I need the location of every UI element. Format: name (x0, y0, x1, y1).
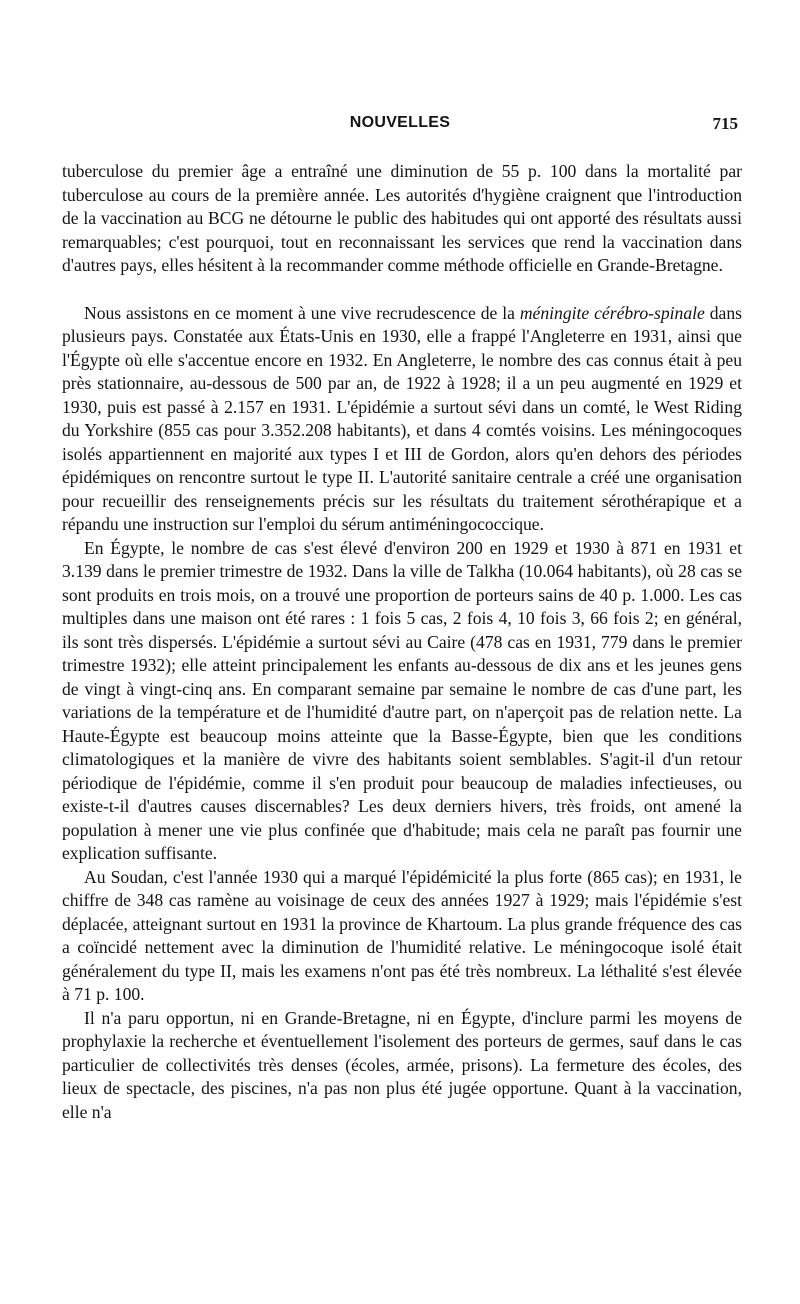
article-body (62, 160, 742, 1124)
disease-name-emphasis: méningite cérébro-spinale (519, 302, 705, 323)
running-head (62, 114, 738, 140)
paragraph-egypt: En Égypte, le nombre de cas s'est élevé d'environ 200 en 1929 et 1930 à 871 en 1931 et 3.139 dans le premier trimestre de 1932. Dans la ville de Talkha (10.064 habitants), où 28 cas se sont produits en trois mois, on a trouvé une proportion de porteurs sains de 40 p. 1.000. Les cas multiples dans une maison ont été rares : 1 fois 5 cas, 2 fois 4, 10 fois 3, 66 fois 2; en général, ils sont très dispersés. L'épidémie a surtout sévi au Caire (478 cas en 1931, 779 dans le premier trimestre 1932); elle atteint principalement les enfants au-dessous de dix ans et les jeunes gens de vingt à vingt-cinq ans. En comparant semaine par semaine le nombre de cas d'une part, les variations de la température et de l'humidité d'autre part, on n'aperçoit pas de relation nette. La Haute-Égypte est beaucoup moins atteinte que la Basse-Égypte, bien que les conditions climatologiques et la manière de vivre des habitants soient semblables. S'agit-il d'un retour périodique de l'épidémie, comme il s'en produit pour beaucoup de maladies infectieuses, ou existe-t-il d'autres causes discernables? Les deux derniers hivers, très froids, ont amené la population à mener une vie plus confinée que d'habitude; mais cela ne paraît pas fournir une explication suffisante. (62, 537, 742, 863)
paragraph-meningitis-intro (62, 302, 742, 537)
paragraph-prophylaxis: Il n'a paru opportun, ni en Grande-Bretagne, ni en Égypte, d'inclure parmi les moyens de prophylaxie la recherche et éventuellement l'isolement des porteurs de germes, sauf dans le cas particulier de collectivités très denses (écoles, armée, prisons). La fermeture des écoles, des lieux de spectacle, des piscines, n'a pas non plus été jugée opportune. Quant à la vaccination, elle n'a (62, 1007, 742, 1122)
page-number: 715 (712, 114, 738, 133)
paragraph-sudan: Au Soudan, c'est l'année 1930 qui a marqué l'épidémicité la plus forte (865 cas); en 1931, le chiffre de 348 cas ramène au voisinage de ceux des années 1927 à 1929; mais l'épidémie s'est déplacée, atteignant surtout en 1931 la province de Khartoum. La plus grande fréquence des cas a coïncidé nettement avec la diminution de l'humidité relative. Le méningocoque isolé était généralement du type II, mais les examens n'ont pas été très nombreux. La léthalité s'est élevée à 71 p. 100. (62, 866, 742, 1004)
paragraph-meningitis-intro-start: Nous assistons en ce moment à une vive recrudescence de la (84, 302, 520, 323)
running-title: NOUVELLES (349, 114, 451, 131)
paragraph-meningitis-intro-rest: dans plusieurs pays. Constatée aux États-Unis en 1930, elle a frappé l'Angleterre en 1931, ainsi que l'Égypte où elle s'accentue encore en 1932. En Angleterre, le nombre des cas connus était à peu près stationnaire, au-dessous de 500 par an, de 1922 à 1928; il a un peu augmenté en 1929 et 1930, puis est passé à 2.157 en 1931. L'épidémie a surtout sévi dans un comté, le West Riding du Yorkshire (855 cas pour 3.352.208 habitants), et dans 4 comtés voisins. Les méningocoques isolés appartiennent en majorité aux types I et III de Gordon, alors qu'en dehors des périodes épidémiques on rencontre surtout le type II. L'autorité sanitaire centrale a créé une organisation pour recueillir des renseignements précis sur les résultats du traitement sérothérapique et a répandu une instruction sur l'emploi du sérum antiméningococcique. (62, 302, 742, 534)
paragraph-tuberculosis-continued: tuberculose du premier âge a entraîné une diminution de 55 p. 100 dans la mortalité par tuberculose au cours de la première année. Les autorités d'hygiène craignent que l'introduction de la vaccination au BCG ne détourne le public des habitudes qui ont apporté des résultats aussi remarquables; c'est pourquoi, tout en reconnaissant les services que rend la vaccination dans d'autres pays, elles hésitent à la recommander comme méthode officielle en Grande-Bretagne. (62, 161, 742, 275)
